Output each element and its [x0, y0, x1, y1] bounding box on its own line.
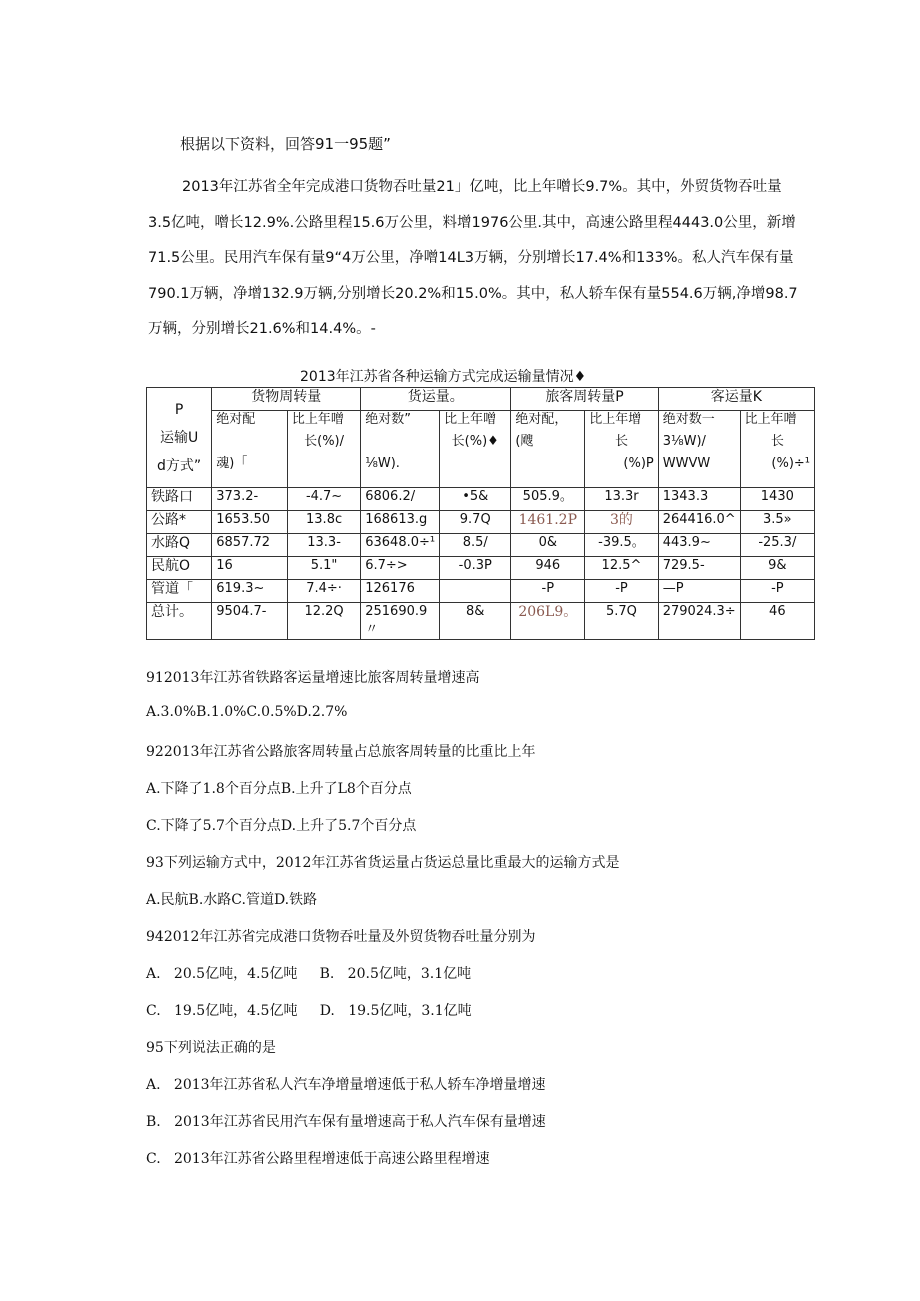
table-cell: -P — [511, 580, 585, 603]
table-cell: -39.5。 — [585, 534, 659, 557]
sub-header-cell — [361, 411, 440, 488]
table-cell: 443.9~ — [658, 534, 740, 557]
table-row — [147, 557, 815, 580]
row-label: 水路Q — [147, 534, 212, 557]
sub-header-cell — [212, 411, 288, 488]
sub-header-line: (飕 — [515, 434, 534, 449]
table-row — [147, 534, 815, 557]
sub-header-cell — [440, 411, 511, 488]
table-cell: 505.9。 — [511, 488, 585, 511]
table-cell: 9.7Q — [440, 511, 511, 534]
table-cell: 0& — [511, 534, 585, 557]
table-cell: -0.3P — [440, 557, 511, 580]
question-option: C. 2013年江苏省公路里程增速低于高速公路里程增速 — [146, 1151, 490, 1167]
table-row — [147, 488, 815, 511]
table-cell: 6857.72 — [212, 534, 288, 557]
question-option: A.3.0%B.1.0%C.0.5%D.2.7% — [146, 704, 348, 720]
group-header-row — [147, 388, 815, 411]
table-cell: 1430 — [740, 488, 814, 511]
question-stem: 93下列运输方式中，2012年江苏省货运量占货运总量比重最大的运输方式是 — [146, 855, 620, 871]
sub-header-line — [444, 455, 506, 477]
table-cell: 6806.2/ — [361, 488, 440, 511]
sub-header-line: 长 — [614, 434, 628, 449]
sub-header-line: 长 — [770, 434, 784, 449]
paragraph-line: 790.1万辆，净增132.9万辆,分别增长20.2%和15.0%。其中，私人轿车保有量554.6万辆,净增98.7 — [148, 285, 798, 302]
sub-header-line: 绝对数” — [365, 412, 411, 427]
sub-header-line — [365, 433, 435, 455]
table-cell: 9& — [740, 557, 814, 580]
sub-header-line: 比上年噌 — [444, 412, 497, 427]
table-cell: 9504.7- — [212, 603, 288, 640]
question-stem: 912013年江苏省铁路客运量增速比旅客周转量增速高 — [146, 670, 480, 686]
sub-header-line — [292, 455, 356, 477]
paragraph-line: 2013年江苏省全年完成港口货物吞吐量21」亿吨，比上年噌长9.7%。其中，外贸货物吞吐量 — [182, 179, 782, 195]
row-label: 管道「 — [147, 580, 212, 603]
table-caption: 2013年江苏省各种运输方式完成运输量情况♦ — [300, 369, 587, 385]
table-cell — [440, 580, 511, 603]
intro-title: 根据以下资料，回答91一95题” — [180, 135, 391, 153]
row-header-line: 运输U — [160, 429, 199, 446]
row-header-line: P — [174, 401, 184, 418]
question-option: A.民航B.水路C.管道D.铁路 — [146, 892, 318, 908]
table-row — [147, 580, 815, 603]
table-cell: 7.4÷· — [287, 580, 360, 603]
table-cell: -P — [585, 580, 659, 603]
table-cell: 13.8c — [287, 511, 360, 534]
group-header: 货物周转量 — [212, 388, 361, 411]
question-stem: 95下列说法正确的是 — [146, 1040, 276, 1056]
intro-paragraph — [148, 170, 828, 348]
sub-header-cell — [740, 411, 814, 488]
question-stem: 942012年江苏省完成港口货物吞吐量及外贸货物吞吐量分别为 — [146, 929, 536, 945]
sub-header-cell — [287, 411, 360, 488]
sub-header-cell — [658, 411, 740, 488]
sub-header-line: WWVW — [662, 456, 711, 471]
table-cell: •5& — [440, 488, 511, 511]
row-header-line: d方式” — [157, 457, 202, 474]
sub-header-line — [216, 433, 283, 455]
sub-header-line: (%)÷¹ — [771, 456, 810, 471]
group-header: 货运量。 — [361, 388, 511, 411]
sub-header-line: 长(%)/ — [304, 434, 345, 449]
table-cell: 264416.0^ — [658, 511, 740, 534]
paragraph-line: 万辆，分别增长21.6%和14.4%。- — [148, 321, 376, 337]
table-cell: 8.5/ — [440, 534, 511, 557]
paragraph-line: 71.5公里。民用汽车保有量9“4万公里，净噌14L3万辆，分别增长17.4%和133%。私人汽车保有量 — [148, 250, 794, 266]
sub-header-line: 比上年增 — [589, 412, 642, 427]
sub-header-line: 绝对配 — [216, 412, 256, 427]
question-option: A. 2013年江苏省私人汽车净增量增速低于私人轿车净增量增速 — [146, 1077, 546, 1093]
paragraph-line: 3.5亿吨，噌长12.9%.公路里程15.6万公里，料增1976公里.其中，高速公路里程4443.0公里，新增 — [148, 214, 796, 231]
row-label: 铁路口 — [147, 488, 212, 511]
sub-header-row — [147, 411, 815, 488]
table-cell: 729.5- — [658, 557, 740, 580]
table-cell: 619.3~ — [212, 580, 288, 603]
table-cell: 126176 — [361, 580, 440, 603]
table-cell: 279024.3÷ — [658, 603, 740, 640]
sub-header-line — [515, 455, 580, 477]
table-cell: 168613.g — [361, 511, 440, 534]
table-cell: 373.2- — [212, 488, 288, 511]
group-header: 客运量K — [658, 388, 814, 411]
sub-header-line: 魂)「 — [216, 456, 248, 471]
table-row — [147, 511, 815, 534]
row-label: 公路* — [147, 511, 212, 534]
sub-header-line: ⅛W). — [365, 456, 400, 471]
sub-header-line: 3⅛W)/ — [662, 434, 706, 449]
table-cell: 16 — [212, 557, 288, 580]
question-stem: 922013年江苏省公路旅客周转量占总旅客周转量的比重比上年 — [146, 744, 536, 760]
row-header-cell — [147, 388, 212, 488]
table-row — [147, 603, 815, 640]
sub-header-line: (%)P — [623, 456, 654, 471]
table-cell: -4.7~ — [287, 488, 360, 511]
question-option: C.下降了5.7个百分点D.上升了5.7个百分点 — [146, 818, 417, 834]
question-option: A.下降了1.8个百分点B.上升了L8个百分点 — [146, 781, 412, 797]
sub-header-cell — [511, 411, 585, 488]
sub-header-line: 比上年噌 — [744, 412, 797, 427]
table-cell: 46 — [740, 603, 814, 640]
table-cell: 1461.2P — [511, 511, 585, 534]
sub-header-line: 比上年噌 — [291, 412, 344, 427]
question-option: A. 20.5亿吨，4.5亿吨 B. 20.5亿吨，3.1亿吨 — [146, 966, 472, 982]
table-cell: 12.5^ — [585, 557, 659, 580]
table-cell: 206L9。 — [511, 603, 585, 640]
transport-table — [146, 387, 815, 640]
table-cell: 946 — [511, 557, 585, 580]
row-label: 民航O — [147, 557, 212, 580]
sub-header-cell — [585, 411, 659, 488]
table-cell: 8& — [440, 603, 511, 640]
table-cell: 12.2Q — [287, 603, 360, 640]
sub-header-line: 绝对数一 — [662, 412, 715, 427]
group-header: 旅客周转量P — [511, 388, 658, 411]
table-cell: 63648.0÷¹ — [361, 534, 440, 557]
table-cell: 1653.50 — [212, 511, 288, 534]
table-cell: 1343.3 — [658, 488, 740, 511]
table-cell: 3.5» — [740, 511, 814, 534]
sub-header-line: 长(%)♦ — [451, 434, 499, 449]
question-option: C. 19.5亿吨，4.5亿吨 D. 19.5亿吨，3.1亿吨 — [146, 1003, 472, 1019]
table-cell: 251690.9〃 — [361, 603, 440, 640]
row-label: 总计。 — [147, 603, 212, 640]
table-cell: -P — [740, 580, 814, 603]
table-cell: 5.7Q — [585, 603, 659, 640]
table-cell: -25.3/ — [740, 534, 814, 557]
table-cell: 13.3r — [585, 488, 659, 511]
sub-header-line: 绝对配， — [515, 412, 568, 427]
question-option: B. 2013年江苏省民用汽车保有量增速高于私人汽车保有量增速 — [146, 1114, 546, 1130]
table-cell: —P — [658, 580, 740, 603]
table-cell: 3的 — [585, 511, 659, 534]
table-cell: 5.1" — [287, 557, 360, 580]
table-cell: 13.3- — [287, 534, 360, 557]
table-cell: 6.7÷> — [361, 557, 440, 580]
